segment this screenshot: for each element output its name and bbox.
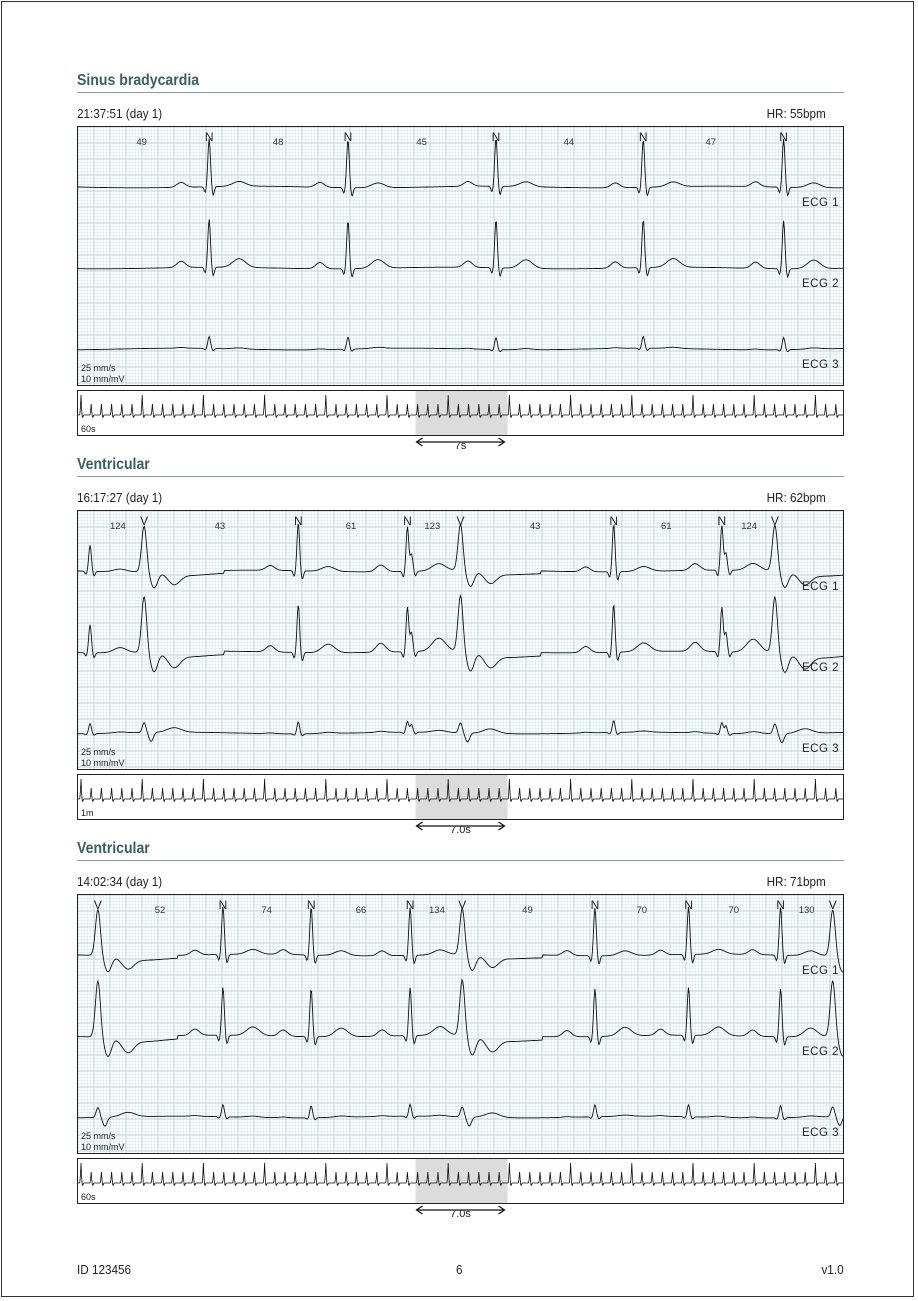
beat-label: N: [779, 130, 788, 144]
rr-interval: 70: [728, 905, 740, 916]
beat-label: V: [458, 898, 467, 912]
selected-window: [415, 1159, 507, 1204]
record-timestamp: 21:37:51 (day 1): [77, 106, 163, 121]
beat-label: N: [293, 514, 303, 528]
rr-interval: 123: [424, 521, 441, 532]
beat-label: N: [717, 514, 727, 528]
lead-label-ecg3: ECG 3: [801, 743, 839, 755]
beat-label: N: [684, 898, 693, 912]
strip-svg: [78, 1159, 844, 1204]
patient-id: ID 123456: [77, 1262, 131, 1277]
heart-rate: HR: 55bpm: [766, 106, 826, 121]
rr-interval: 134: [429, 905, 445, 916]
lead-label-ecg3: ECG 3: [801, 359, 839, 371]
overview-strip[interactable]: [77, 774, 844, 820]
overview-strip[interactable]: [77, 1158, 844, 1204]
record-timestamp: 16:17:27 (day 1): [77, 490, 163, 505]
gain-value: 10 mm/mV: [81, 1142, 125, 1152]
beat-label: N: [306, 898, 316, 912]
window-duration: 7.0s: [450, 1208, 471, 1220]
beat-label: N: [638, 130, 648, 144]
strip-duration: 60s: [81, 1192, 96, 1202]
strip-svg: [78, 391, 844, 436]
beat-label: V: [828, 898, 837, 912]
ecg-chart: [77, 894, 844, 1154]
lead-label-ecg1: ECG 1: [801, 965, 839, 977]
gain-value: 10 mm/mV: [81, 758, 125, 768]
page-number: 6: [456, 1262, 463, 1277]
speed-value: 25 mm/s: [81, 363, 116, 373]
rr-interval: 43: [214, 521, 226, 532]
ecg-chart: [77, 126, 844, 386]
rr-interval: 49: [136, 137, 147, 148]
version: v1.0: [821, 1262, 844, 1277]
paper-speed: [81, 363, 125, 385]
strip-svg: [78, 775, 844, 820]
window-duration: 7s: [454, 440, 467, 452]
rr-interval: 61: [345, 521, 357, 532]
rr-interval: 43: [529, 521, 541, 532]
beat-label: N: [491, 130, 501, 144]
selected-window: [415, 391, 507, 436]
rr-interval: 48: [272, 137, 284, 148]
heart-rate: HR: 62bpm: [766, 490, 826, 505]
overview-strip[interactable]: [77, 390, 844, 436]
beat-label: V: [770, 514, 779, 528]
lead-label-ecg1: ECG 1: [801, 197, 839, 209]
title-rule: [77, 476, 844, 477]
heart-rate: HR: 71bpm: [766, 874, 826, 889]
beat-label: N: [609, 514, 619, 528]
rr-interval: 70: [636, 905, 648, 916]
window-duration: 7.0s: [450, 824, 471, 836]
lead-label-ecg2: ECG 2: [801, 278, 839, 290]
beat-label: N: [590, 898, 600, 912]
lead-label-ecg2: ECG 2: [801, 662, 839, 674]
rr-interval: 66: [355, 905, 367, 916]
record-title: Ventricular: [77, 840, 150, 857]
paper-speed: [81, 747, 125, 769]
speed-value: 25 mm/s: [81, 747, 116, 757]
record-timestamp: 14:02:34 (day 1): [77, 874, 163, 889]
beat-label: V: [456, 514, 465, 528]
beat-label: N: [343, 130, 353, 144]
title-rule: [77, 860, 844, 861]
rr-interval: 52: [154, 905, 166, 916]
record-title: Sinus bradycardia: [77, 72, 200, 89]
ecg-svg: [78, 511, 844, 770]
rr-interval: 130: [798, 905, 815, 916]
speed-value: 25 mm/s: [81, 1131, 116, 1141]
beat-label: N: [405, 898, 415, 912]
lead-label-ecg2: ECG 2: [801, 1046, 839, 1058]
rr-interval: 47: [705, 137, 717, 148]
beat-label: N: [204, 130, 214, 144]
rr-interval: 124: [741, 521, 758, 532]
record-title: Ventricular: [77, 456, 150, 473]
rr-interval: 124: [109, 521, 126, 532]
strip-duration: 1m: [81, 808, 94, 818]
strip-duration: 60s: [81, 424, 96, 434]
ecg-chart: [77, 510, 844, 770]
title-rule: [77, 92, 844, 93]
beat-label: V: [93, 898, 102, 912]
gain-value: 10 mm/mV: [81, 374, 125, 384]
beat-label: V: [140, 514, 149, 528]
rr-interval: 49: [522, 905, 533, 916]
rr-interval: 45: [416, 137, 427, 148]
rr-interval: 61: [660, 521, 672, 532]
beat-label: N: [403, 514, 412, 528]
rr-interval: 44: [563, 137, 575, 148]
lead-label-ecg3: ECG 3: [801, 1127, 839, 1139]
lead-label-ecg1: ECG 1: [801, 581, 839, 593]
rr-interval: 74: [261, 905, 272, 916]
beat-label: N: [776, 898, 785, 912]
ecg-svg: [78, 895, 844, 1154]
paper-speed: [81, 1131, 125, 1153]
beat-label: N: [218, 898, 228, 912]
selected-window: [415, 775, 507, 820]
ecg-svg: [78, 127, 844, 386]
